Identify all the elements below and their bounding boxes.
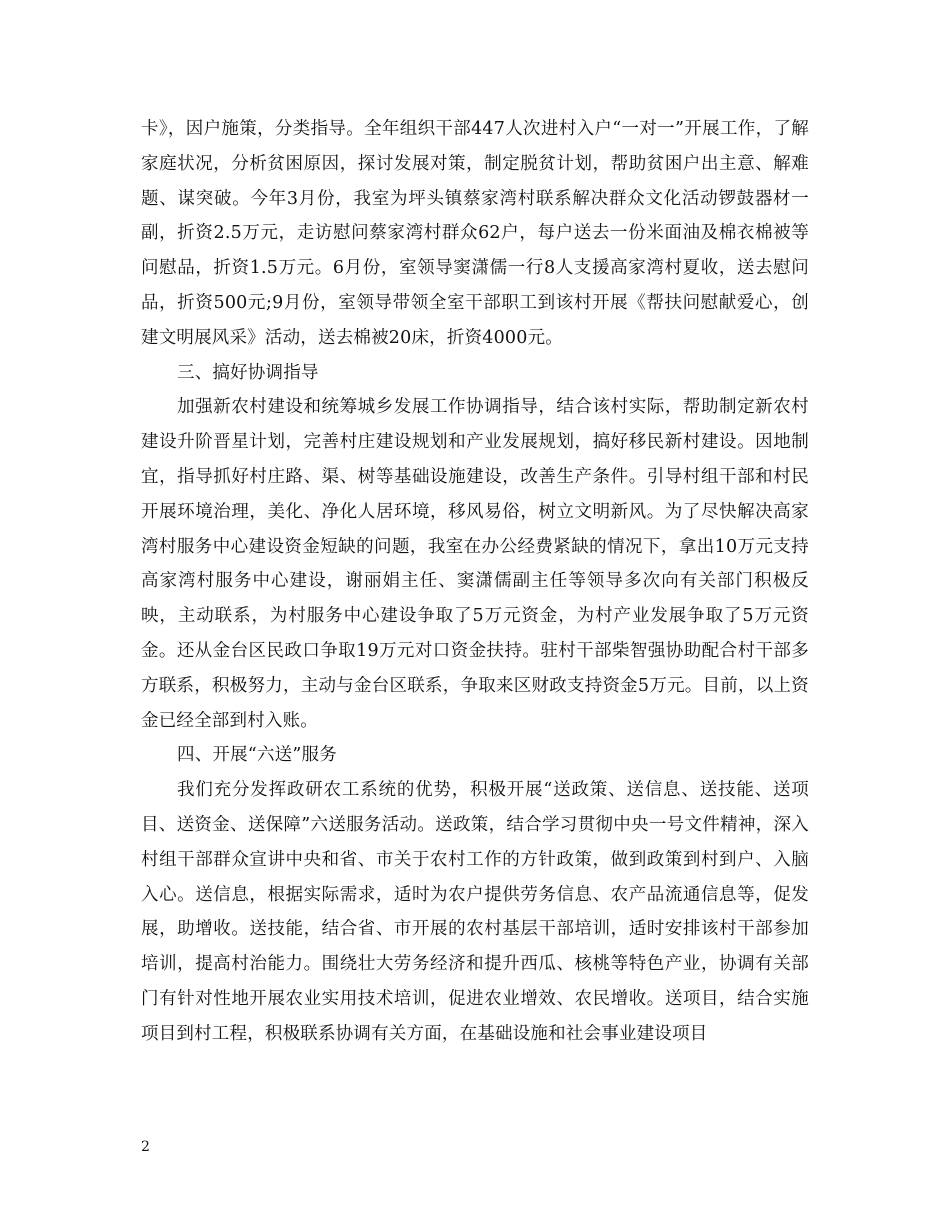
body-paragraph-3: 我们充分发挥政研农工系统的优势，积极开展“送政策、送信息、送技能、送项目、送资金、送保障”六送服务活动。送政策，结合学习贯彻中央一号文件精神，深入村组干部群众宣讲中央和省、市关于农村工作的方针政策，做到政策到村到户、入脑入心。送信息，根据实际需求，适时为农户提供劳务信息、农产品流通信息等，促发展，助增收。送技能，结合省、市开展的农村基层干部培训，适时安排该村干部参加培训，提高村治能力。围绕壮大劳务经济和提升西瓜、核桃等特色产业，协调有关部门有针对性地开展农业实用技术培训，促进农业增效、农民增收。送项目，结合实施项目到村工程，积极联系协调有关方面，在基础设施和社会事业建设项目 bbox=[141, 780, 809, 1044]
section-heading-4: 四、开展“六送”服务 bbox=[177, 745, 337, 766]
body-paragraph-2: 加强新农村建设和统筹城乡发展工作协调指导，结合该村实际，帮助制定新农村建设升阶晋星计划，完善村庄建设规划和产业发展规划，搞好移民新村建设。因地制宜，指导抓好村庄路、渠、树等基础设施建设，改善生产条件。引导村组干部和村民开展环境治理，美化、净化人居环境，移风易俗，树立文明新风。为了尽快解决高家湾村服务中心建设资金短缺的问题，我室在办公经费紧缺的情况下，拿出10万元支持高家湾村服务中心建设，谢丽娟主任、窦潇儒副主任等领导多次向有关部门积极反映，主动联系，为村服务中心建设争取了5万元资金，为村产业发展争取了5万元资金。还从金台区民政口争取19万元对口资金扶持。驻村干部柴智强协助配合村干部多方联系，积极努力，主动与金台区联系，争取来区财政支持资金5万元。目前，以上资金已经全部到村入账。 bbox=[141, 397, 809, 731]
document-body bbox=[141, 112, 809, 1052]
body-paragraph-1: 卡》，因户施策，分类指导。全年组织干部447人次进村入户“一对一”开展工作，了解家庭状况，分析贫困原因，探讨发展对策，制定脱贫计划，帮助贫困户出主意、解难题、谋突破。今年3月份，我室为坪头镇蔡家湾村联系解决群众文化活动锣鼓器材一副，折资2.5万元，走访慰问蔡家湾村群众62户，每户送去一份米面油及棉衣棉被等问慰品，折资1.5万元。6月份，室领导窦潇儒一行8人支援高家湾村夏收，送去慰问品，折资500元;9月份，室领导带领全室干部职工到该村开展《帮扶问慰献爱心，创建文明展风采》活动，送去棉被20床，折资4000元。 bbox=[141, 119, 809, 348]
section-heading-3: 三、搞好协调指导 bbox=[177, 362, 319, 383]
page-number: 2 bbox=[141, 1139, 150, 1155]
